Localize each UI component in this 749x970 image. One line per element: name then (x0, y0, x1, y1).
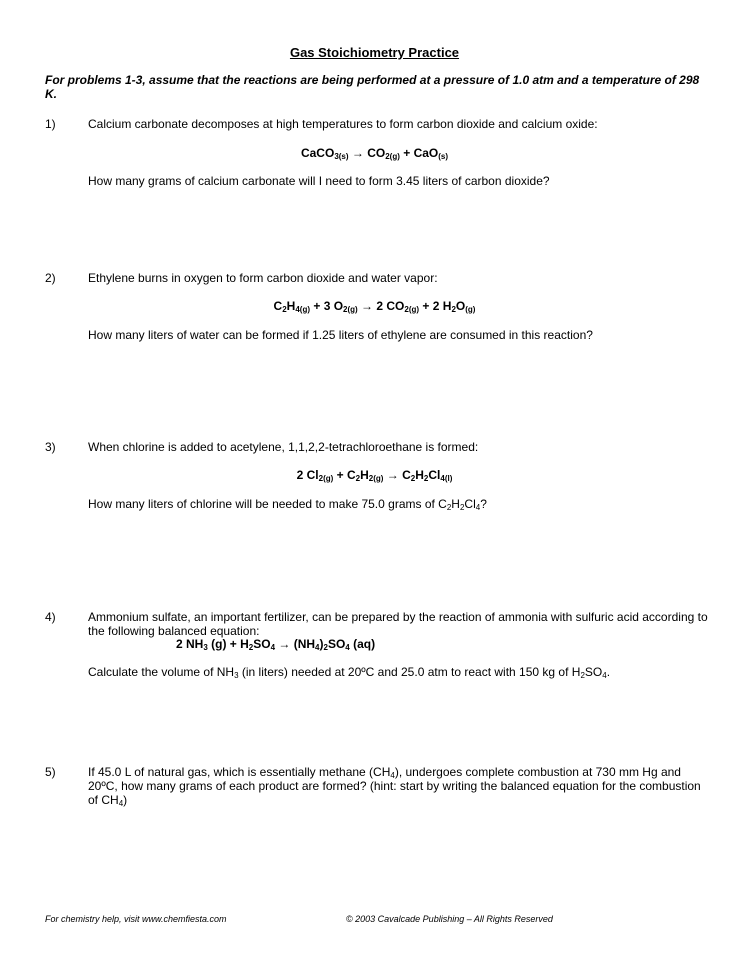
chemical-equation: 2 $Cl_{2(g)} + C_2H_{2(g)} \to C_2H_2Cl_{4(l)}$ (296, 468, 453, 483)
chemical-equation: 2 $NH_3$ $(g) + H_2SO_4 \to (NH_4)_2SO_4$ (aq) (176, 637, 376, 652)
problem-question: How many liters of water can be formed if 1.25 liters of ethylene are consumed in this reaction? (88, 328, 593, 342)
problem-text: Ethylene burns in oxygen to form carbon dioxide and water vapor: (88, 271, 438, 285)
problem-question: How many grams of calcium carbonate will I need to form 3.45 liters of carbon dioxide? (88, 174, 550, 188)
problem-question: How many liters of chlorine will be needed to make 75.0 grams of $C_2H_2Cl_4$? (88, 497, 487, 512)
chemical-equation: CaCO$_{3(s)}$ → $CO_{2(g)} + CaO_{(s)}$ (300, 146, 449, 161)
footer-left: For chemistry help, visit www.chemfiesta.com (45, 914, 227, 924)
problem-number: 5) (45, 765, 56, 779)
problem-number: 4) (45, 610, 56, 624)
footer-copyright: © 2003 Cavalcade Publishing – All Rights Reserved (346, 914, 553, 924)
instructions: For problems 1-3, assume that the reactions are being performed at a pressure of 1.0 atm and a temperature of 298 K. (45, 73, 700, 101)
problem-number: 1) (45, 117, 56, 131)
problem-text: Calcium carbonate decomposes at high temperatures to form carbon dioxide and calcium oxide: (88, 117, 598, 131)
problem-text: If 45.0 L of natural gas, which is essentially methane $(CH_4)$, undergoes complete combustion at 730 mm Hg and 20ºC, how many grams of each product are formed? (hint: start by writing the balanced equation for the combustion of $CH_4$) (88, 765, 701, 808)
problem-text: When chlorine is added to acetylene, 1,1,2,2-tetrachloroethane is formed: (88, 440, 479, 454)
problem-number: 2) (45, 271, 56, 285)
problem-number: 3) (45, 440, 56, 454)
page-title: Gas Stoichiometry Practice (289, 45, 460, 60)
chemical-equation: $C_2H_{4(g)} + 3$ $O_{2(g)} \to 2$ $CO_{2(g)} + 2$ $H_2O_{(g)}$ (273, 299, 476, 314)
problem-question: Calculate the volume of $NH_3$ (in liters) needed at 20ºC and 25.0 atm to react with 150 kg of $H_2SO_4$. (88, 665, 611, 680)
problem-text: Ammonium sulfate, an important fertilizer, can be prepared by the reaction of ammonia with sulfuric acid according to the following balanced equation: (88, 610, 708, 638)
